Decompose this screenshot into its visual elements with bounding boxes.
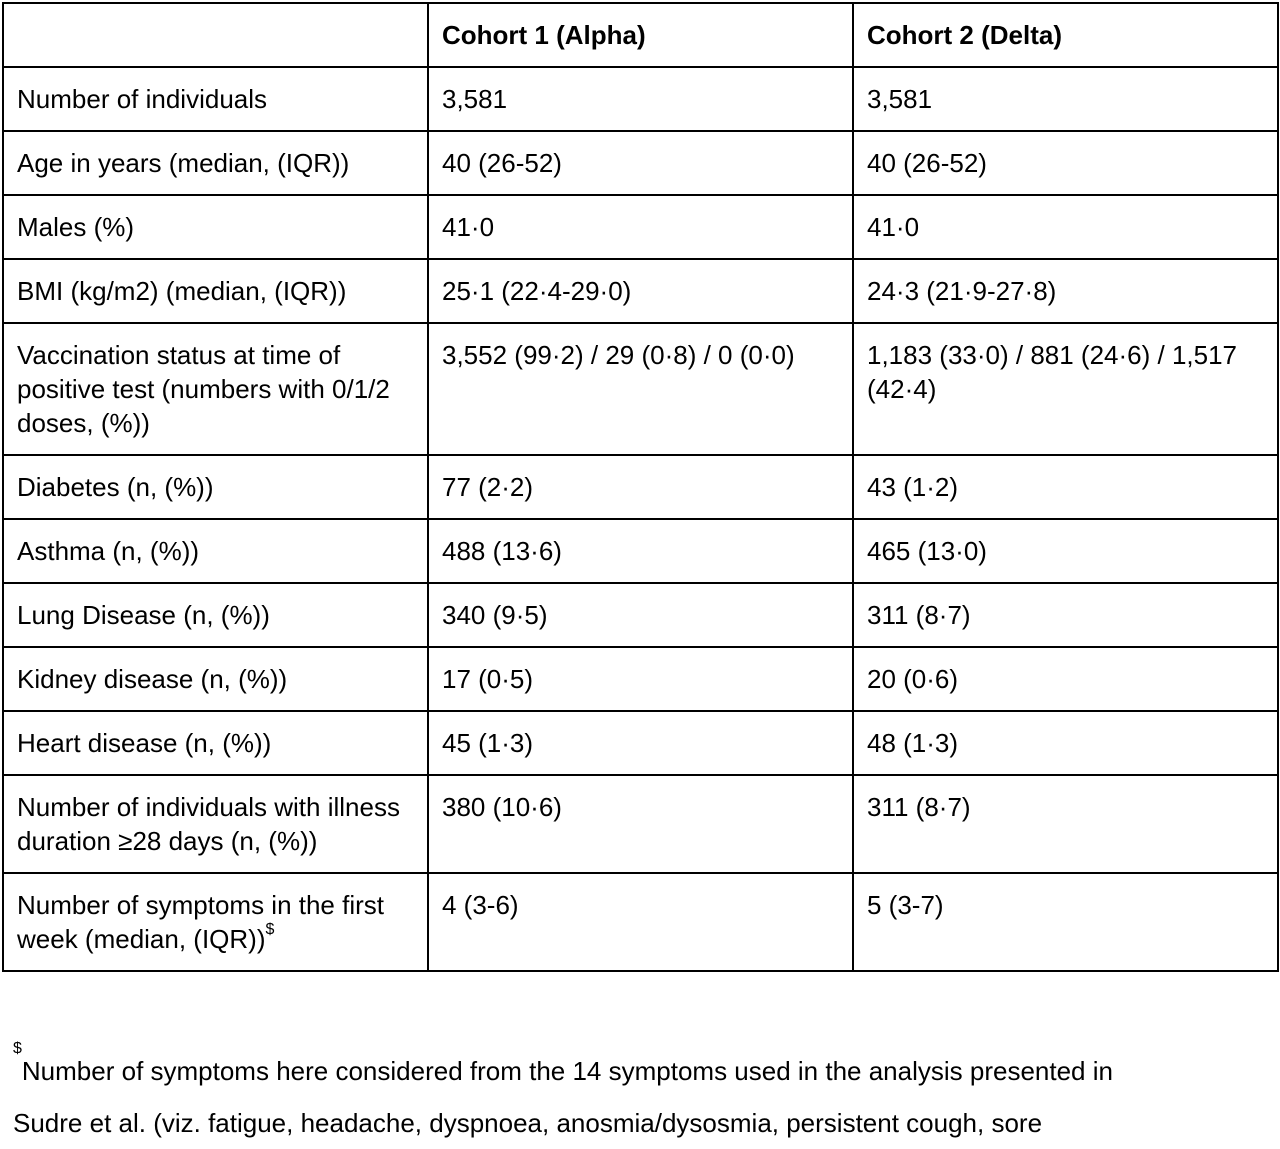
footnote-marker: $ xyxy=(13,1040,22,1057)
delta-value: 43 (1·2) xyxy=(853,455,1278,519)
table-row xyxy=(3,711,1278,775)
delta-value: 41·0 xyxy=(853,195,1278,259)
delta-value: 5 (3-7) xyxy=(853,873,1278,971)
alpha-value: 340 (9·5) xyxy=(428,583,853,647)
alpha-value: 41·0 xyxy=(428,195,853,259)
alpha-value: 25·1 (22·4-29·0) xyxy=(428,259,853,323)
table-row xyxy=(3,455,1278,519)
delta-value: 311 (8·7) xyxy=(853,583,1278,647)
delta-value: 40 (26-52) xyxy=(853,131,1278,195)
alpha-value: 3,552 (99·2) / 29 (0·8) / 0 (0·0) xyxy=(428,323,853,455)
row-label: BMI (kg/m2) (median, (IQR)) xyxy=(3,259,428,323)
alpha-value: 3,581 xyxy=(428,67,853,131)
delta-value: 24·3 (21·9-27·8) xyxy=(853,259,1278,323)
header-empty-cell xyxy=(3,3,428,67)
table-row xyxy=(3,873,1278,971)
row-label-cell xyxy=(3,873,428,971)
footnote-line-2: Sudre et al. (viz. fatigue, headache, dyspnoea, anosmia/dysosmia, persistent cough, sore xyxy=(13,1108,1043,1138)
delta-value: 311 (8·7) xyxy=(853,775,1278,873)
table-row xyxy=(3,775,1278,873)
alpha-value: 380 (10·6) xyxy=(428,775,853,873)
alpha-value: 45 (1·3) xyxy=(428,711,853,775)
table-row xyxy=(3,647,1278,711)
cohort-characteristics-table xyxy=(2,2,1279,972)
row-label: Asthma (n, (%)) xyxy=(3,519,428,583)
alpha-value: 17 (0·5) xyxy=(428,647,853,711)
alpha-value: 77 (2·2) xyxy=(428,455,853,519)
delta-value: 1,183 (33·0) / 881 (24·6) / 1,517 (42·4) xyxy=(853,323,1278,455)
row-label: Males (%) xyxy=(3,195,428,259)
table-row xyxy=(3,131,1278,195)
row-label: Number of individuals xyxy=(3,67,428,131)
alpha-value: 4 (3-6) xyxy=(428,873,853,971)
row-label: Diabetes (n, (%)) xyxy=(3,455,428,519)
table-row xyxy=(3,259,1278,323)
delta-value: 465 (13·0) xyxy=(853,519,1278,583)
row-label: Lung Disease (n, (%)) xyxy=(3,583,428,647)
row-label: Kidney disease (n, (%)) xyxy=(3,647,428,711)
table-row xyxy=(3,519,1278,583)
header-cohort-1: Cohort 1 (Alpha) xyxy=(428,3,853,67)
row-label: Vaccination status at time of positive test (numbers with 0/1/2 doses, (%)) xyxy=(3,323,428,455)
delta-value: 3,581 xyxy=(853,67,1278,131)
delta-value: 48 (1·3) xyxy=(853,711,1278,775)
footnote-line-1 xyxy=(13,1040,1273,1097)
table-row xyxy=(3,67,1278,131)
alpha-value: 488 (13·6) xyxy=(428,519,853,583)
footnote-marker: $ xyxy=(265,921,275,938)
row-label: Number of individuals with illness duration ≥28 days (n, (%)) xyxy=(3,775,428,873)
cohort-characteristics-table-container xyxy=(2,2,1279,972)
row-label: Age in years (median, (IQR)) xyxy=(3,131,428,195)
row-label: Heart disease (n, (%)) xyxy=(3,711,428,775)
table-row xyxy=(3,323,1278,455)
footnote-text-1: Number of symptoms here considered from the 14 symptoms used in the analysis presented in xyxy=(21,1056,1113,1086)
row-label: Number of symptoms in the first week (median, (IQR)) xyxy=(17,890,384,954)
delta-value: 20 (0·6) xyxy=(853,647,1278,711)
table-header-row xyxy=(3,3,1278,67)
table-footnote xyxy=(13,1040,1273,1149)
alpha-value: 40 (26-52) xyxy=(428,131,853,195)
table-row xyxy=(3,195,1278,259)
header-cohort-2: Cohort 2 (Delta) xyxy=(853,3,1278,67)
table-row xyxy=(3,583,1278,647)
